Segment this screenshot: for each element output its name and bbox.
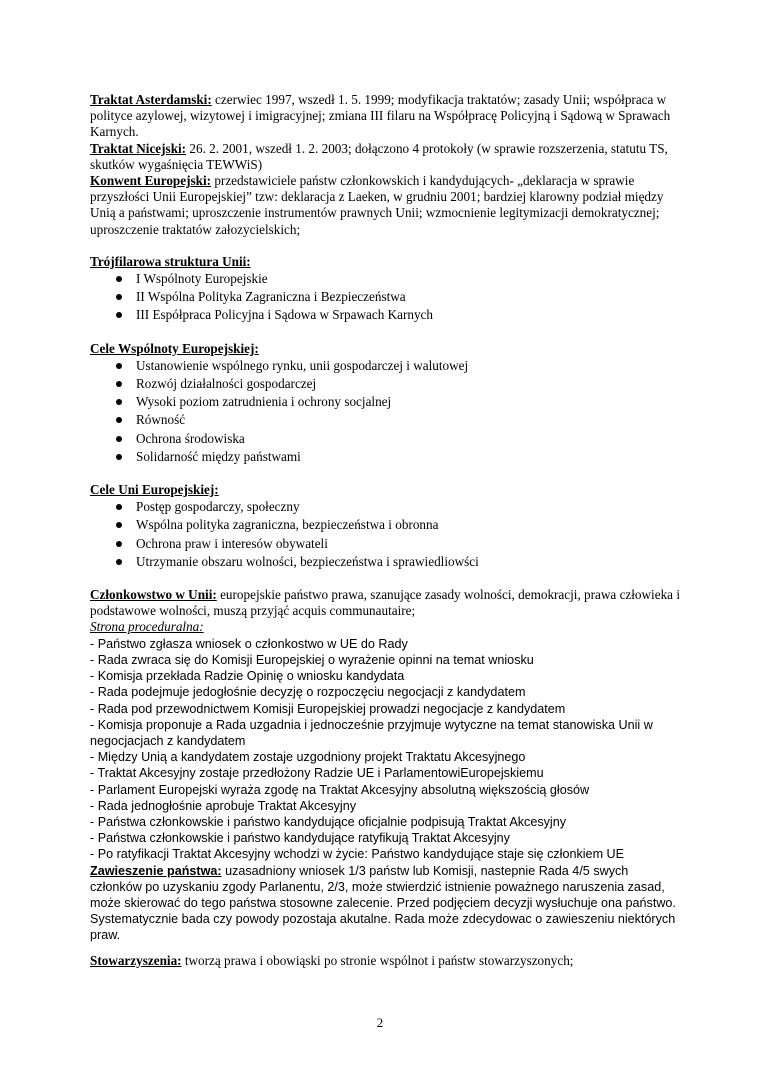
- heading-traktat-nicejski: Traktat Nicejski:: [90, 140, 187, 156]
- list-item: Rozwój działalności gospodarczej: [136, 375, 680, 393]
- procedure-step: - Rada podejmuje jedogłośnie decyzję o rozpoczęciu negocjacji z kandydatem: [90, 685, 526, 700]
- procedure-step: - Po ratyfikacji Traktat Akcesyjny wchodzi w życie: Państwo kandydujące staje się członkiem UE: [90, 847, 625, 862]
- list-struktura: [90, 270, 680, 325]
- list-item: Ochrona środowiska: [136, 430, 680, 448]
- list-item: I Wspólnoty Europejskie: [136, 270, 680, 288]
- list-item: Równość: [136, 411, 680, 429]
- procedure-step: - Parlament Europejski wyraża zgodę na Traktat Akcesyjny absolutną większością głosów: [90, 782, 590, 797]
- text-zawieszenie: uzasadniony wniosek 1/3 państw lub Komisji, nastepnie Rada 4/5 swych członków po uzyskaniu zgody Parlanentu, 2/3, może stwierdzić istnienie poważnego naruszenia zasad, może skierować do tego państwa stosowne zalecenie. Przed podjęciem decyzji wysłuchuje ona państwo. Systematycznie bada czy powody pozostaja akutalne. Rada może zdecydowac o zawieszeniu niektórych praw.: [90, 863, 676, 943]
- document-page: [90, 92, 680, 969]
- paragraph-czlonkostwo: [90, 587, 680, 619]
- procedure-step: - Komisja proponuje a Rada uzgadnia i jednocześnie przyjmuje wytyczne na temat stanowiska Unii w negocjacjach z kandydatem: [90, 717, 653, 748]
- paragraph-traktat-nicejski: [90, 141, 680, 173]
- procedure-step: - Traktat Akcesyjny zostaje przedłożony Radzie UE i ParlamentowiEuropejskiemu: [90, 766, 544, 781]
- paragraph-konwent-europejski: [90, 173, 680, 238]
- heading-konwent-europejski: Konwent Europejski:: [90, 173, 212, 189]
- procedure-step: - Komisja przekłada Radzie Opinię o wniosku kandydata: [90, 669, 405, 684]
- heading-cele-ue: Cele Uni Europejskiej:: [90, 482, 219, 498]
- procedure-step: - Państwa członkowskie i państwo kandydujące ratyfikują Traktat Akcesyjny: [90, 831, 510, 846]
- list-item: Solidarność między państwami: [136, 448, 680, 466]
- list-cele-we: [90, 357, 680, 466]
- list-item: II Wspólna Polityka Zagraniczna i Bezpieczeństwa: [136, 288, 680, 306]
- heading-stowarzyszenia: Stowarzyszenia:: [90, 952, 182, 968]
- heading-strona-proceduralna: Strona proceduralna:: [90, 619, 204, 635]
- text-traktat-amsterdamski: czerwiec 1997, wszedł 1. 5. 1999; modyfikacja traktatów; zasady Unii; współpraca w polityce azylowej, wizytowej i imigracyjnej; zmiana III filaru na Współpracę Policyjną i Sądową w Sprawach Karnych.: [90, 92, 671, 140]
- list-item: Wysoki poziom zatrudnienia i ochrony socjalnej: [136, 393, 680, 411]
- heading-cele-we: Cele Wspólnoty Europejskiej:: [90, 340, 259, 356]
- heading-zawieszenie: Zawieszenie państwa:: [90, 863, 222, 878]
- list-item: Ochrona praw i interesów obywateli: [136, 535, 680, 553]
- text-czlonkostwo: europejskie państwo prawa, szanujące zasady wolności, demokracji, prawa człowieka i podstawowe wolności, muszą przyjąć acquis communautaire;: [90, 587, 680, 619]
- heading-struktura: Trójfilarowa struktura Unii:: [90, 253, 251, 269]
- procedure-steps: [90, 636, 680, 944]
- list-item: Postęp gospodarczy, społeczny: [136, 498, 680, 516]
- procedure-step: - Rada zwraca się do Komisji Europejskiej o wyrażenie opinni na temat wniosku: [90, 652, 534, 667]
- heading-traktat-amsterdamski: Traktat Asterdamski:: [90, 92, 212, 107]
- procedure-step: - Państwo zgłasza wniosek o członkostwo w UE do Rady: [90, 636, 408, 651]
- text-traktat-nicejski: 26. 2. 2001, wszedł 1. 2. 2003; dołączono 4 protokoły (w sprawie rozszerzenia, statutu TS, skutków wygaśnięcia TEWWiS): [90, 140, 668, 172]
- list-item: Ustanowienie wspólnego rynku, unii gospodarczej i walutowej: [136, 357, 680, 375]
- text-konwent-europejski: przedstawiciele państw członkowskich i kandydujących- „deklaracja w sprawie przyszłości Unii Europejskiej” tzw: deklaracja z Laeken, w grudniu 2001; bardziej klarowny podział między Unią a państwami; uproszczenie instrumentów prawnych Unii; wzmocnienie legitymizacji demokratycznej; uproszczenie traktatów załozycielskich;: [90, 173, 664, 237]
- list-item: Utrzymanie obszaru wolności, bezpieczeństwa i sprawiedliowści: [136, 553, 680, 571]
- procedure-step: - Państwa członkowskie i państwo kandydujące oficjalnie podpisują Traktat Akcesyjny: [90, 814, 567, 829]
- procedure-step: - Rada pod przewodnictwem Komisji Europejskiej prowadzi negocjacje z kandydatem: [90, 701, 566, 716]
- paragraph-zawieszenie: [90, 863, 680, 944]
- text-stowarzyszenia: tworzą prawa i obowiąski po stronie wspólnot i państw stowarzyszonych;: [181, 952, 574, 968]
- list-cele-ue: [90, 498, 680, 571]
- page-number: 2: [376, 1015, 384, 1030]
- procedure-step: - Rada jednogłośnie aprobuje Traktat Akcesyjny: [90, 798, 357, 813]
- list-item: Wspólna polityka zagraniczna, bezpieczeństwa i obronna: [136, 516, 680, 534]
- list-item: III Espółpraca Policyjna i Sądowa w Srpawach Karnych: [136, 306, 680, 324]
- paragraph-traktat-amsterdamski: [90, 92, 680, 141]
- paragraph-stowarzyszenia: [90, 953, 680, 969]
- heading-czlonkostwo: Członkowstwo w Unii:: [90, 587, 217, 603]
- procedure-step: - Między Unią a kandydatem zostaje uzgodniony projekt Traktatu Akcesyjnego: [90, 750, 526, 765]
